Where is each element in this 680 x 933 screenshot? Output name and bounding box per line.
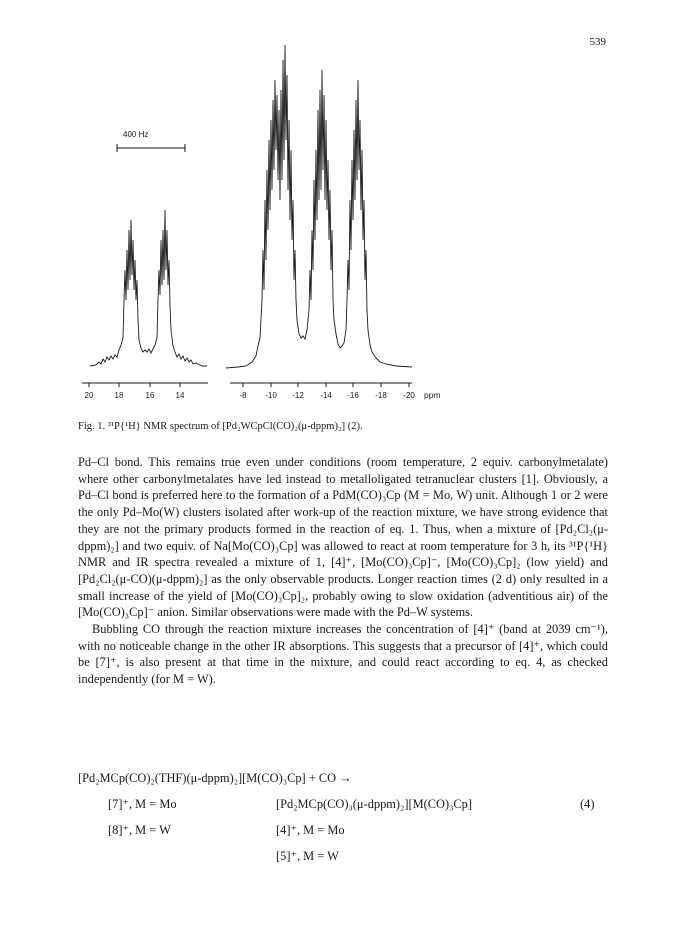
spectrum-trace-left xyxy=(90,210,207,366)
left-axis xyxy=(82,383,208,387)
equation-number: (4) xyxy=(580,797,595,811)
equation-right-label-2: [5]⁺, M = W xyxy=(276,849,339,863)
figure-caption xyxy=(78,420,618,434)
right-axis-tick-label: -14 xyxy=(320,391,332,400)
right-axis-tick-label: -12 xyxy=(292,391,304,400)
figure-caption-text: ³¹P{¹H} NMR spectrum of [Pd₂WCpCl(CO)₂(μ-dppm)₂] (2). xyxy=(107,421,363,432)
scale-bar-label: 400 Hz xyxy=(123,130,149,139)
right-axis xyxy=(230,383,412,387)
right-axis-tick-label: -18 xyxy=(375,391,387,400)
paragraph-1: Pd–Cl bond. This remains true even under conditions (room temperature, 2 equiv. carbonylmetalate) where other carbonylmetalates have led instead to metalloligated tetranuclear clusters [1]. Obviously, a Pd–Cl bond is preferred here to the formation of a PdM(CO)₃Cp (M = Mo, W) unit. Although 1 or 2 were the only Pd–Mo(W) clusters isolated after work-up of the reaction mixture, we have strong evidence that they are not the primary products formed in the reaction of eq. 1. Thus, when a mixture of [Pd₂Cl₂(μ-dppm)₂] and two equiv. of Na[Mo(CO)₃Cp] was allowed to react at room temperature for 3 h, its ³¹P{¹H} NMR and IR spectra revealed a mixture of 1, [4]⁺, [Mo(CO)₃Cp]⁻, [Mo(CO)₃Cp]₂ (low yield) and [Pd₂Cl₂(μ-CO)(μ-dppm)₂] as the only observable products. Longer reaction times (2 d) only resulted in a small increase of the yield of [Mo(CO)₃Cp]₂, probably owing to slow oxidation (adventitious air) of the [Mo(CO)₃Cp]⁻ anion. Similar observations were made with the Pd–W systems. xyxy=(78,455,608,620)
scale-bar xyxy=(117,144,185,152)
right-axis-tick-label: -20 xyxy=(403,391,415,400)
paragraph-2: Bubbling CO through the reaction mixture increases the concentration of [4]⁺ (band at 2039 cm⁻¹), with no noticeable change in the other IR absorptions. This suggests that a precursor of [4]⁺, which could be [7]⁺, is also present at that time in the mixture, and could react according to eq. 4, as checked independently (for M = W). xyxy=(78,622,608,687)
equation-product: [Pd₂MCp(CO)₃(μ-dppm)₂][M(CO)₃Cp] xyxy=(276,797,472,811)
left-axis-tick-label: 20 xyxy=(84,391,94,400)
left-axis-tick-label: 14 xyxy=(175,391,185,400)
nmr-spectrum-figure xyxy=(0,0,680,440)
page-number: 539 xyxy=(589,36,606,48)
axis-unit-label: ppm xyxy=(424,390,441,400)
spectrum-trace-right xyxy=(226,45,412,368)
right-axis-tick-label: -10 xyxy=(265,391,277,400)
equation-left-label-2: [8]⁺, M = W xyxy=(108,823,171,837)
equation-right-label-1: [4]⁺, M = Mo xyxy=(276,823,345,837)
figure-caption-label: Fig. 1. xyxy=(78,421,106,432)
left-axis-tick-label: 16 xyxy=(145,391,155,400)
right-axis-tick-label: -8 xyxy=(239,391,247,400)
left-axis-tick-label: 18 xyxy=(114,391,124,400)
equation-reactant: [Pd₂MCp(CO)₂(THF)(μ-dppm)₂][M(CO)₃Cp] + CO → xyxy=(78,771,352,785)
right-axis-tick-label: -16 xyxy=(347,391,359,400)
equation-left-label-1: [7]⁺, M = Mo xyxy=(108,797,177,811)
body-text xyxy=(78,454,608,688)
